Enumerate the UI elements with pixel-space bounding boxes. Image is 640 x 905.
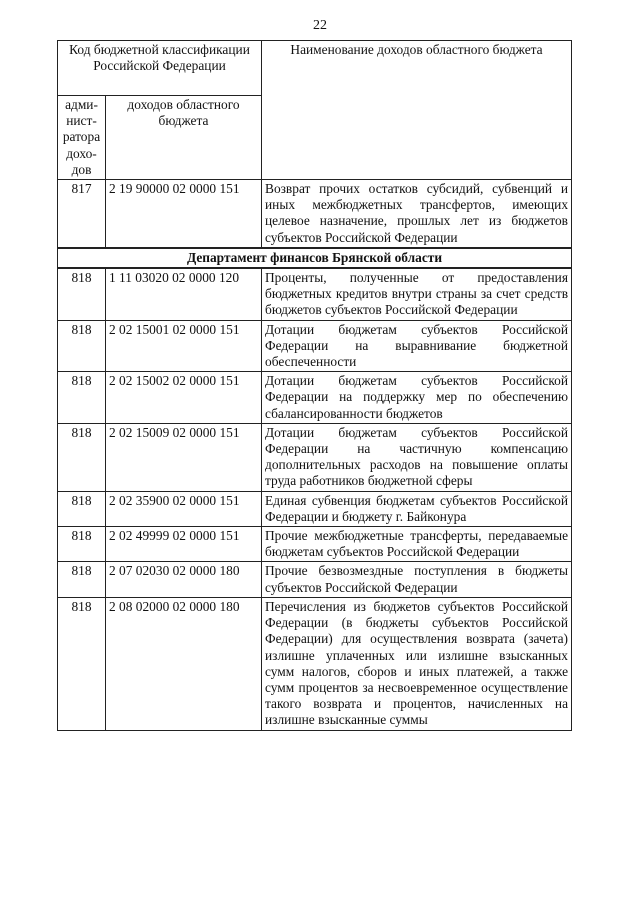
admin-code-cell: 818 xyxy=(58,320,106,372)
revenue-name-cell: Возврат прочих остатков субсидий, субвенций и иных межбюджетных трансфертов, имеющих целевое назначение, прошлых лет из бюджетов субъектов Российской Федерации xyxy=(262,180,572,248)
revenue-name-cell: Дотации бюджетам субъектов Российской Федерации на поддержку мер по обеспечению сбалансированности бюджетов xyxy=(262,372,572,424)
admin-code-cell: 818 xyxy=(58,491,106,526)
table-row xyxy=(58,491,572,526)
header-classification-group: Код бюджетной классификации Российской Федерации xyxy=(58,41,262,96)
header-administrator: адми-нист-ратора дохо-дов xyxy=(58,96,106,180)
budget-code-cell: 1 11 03020 02 0000 120 xyxy=(106,268,262,320)
department-title: Департамент финансов Брянской области xyxy=(58,248,572,268)
revenue-name-cell: Прочие безвозмездные поступления в бюджеты субъектов Российской Федерации xyxy=(262,562,572,597)
budget-code-cell: 2 08 02000 02 0000 180 xyxy=(106,597,262,730)
table-row xyxy=(58,423,572,491)
budget-code-cell: 2 19 90000 02 0000 151 xyxy=(106,180,262,248)
table-row xyxy=(58,268,572,320)
header-revenue-name: Наименование доходов областного бюджета xyxy=(262,41,572,180)
revenue-classification-table xyxy=(57,40,572,731)
admin-code-cell: 818 xyxy=(58,372,106,424)
revenue-name-cell: Дотации бюджетам субъектов Российской Федерации на выравнивание бюджетной обеспеченности xyxy=(262,320,572,372)
table-row xyxy=(58,180,572,248)
admin-code-cell: 818 xyxy=(58,527,106,562)
revenue-name-cell: Перечисления из бюджетов субъектов Российской Федерации (в бюджеты субъектов Российской Федерации) для осуществления возврата (зачета) излишне уплаченных или излишне взысканных сумм налогов, сборов и иных платежей, а также сумм процентов за несвоевременное осуществление такого возврата и процентов, начисленных на излишне взысканные суммы xyxy=(262,597,572,730)
budget-code-cell: 2 02 15009 02 0000 151 xyxy=(106,423,262,491)
page-number: 22 xyxy=(313,18,327,33)
admin-code-cell: 818 xyxy=(58,268,106,320)
table-row xyxy=(58,320,572,372)
header-regional-revenue: доходов областного бюджета xyxy=(106,96,262,180)
budget-code-cell: 2 02 15002 02 0000 151 xyxy=(106,372,262,424)
revenue-name-cell: Дотации бюджетам субъектов Российской Федерации на частичную компенсацию дополнительных расходов на повышение оплаты труда работников бюджетной сферы xyxy=(262,423,572,491)
budget-code-cell: 2 02 15001 02 0000 151 xyxy=(106,320,262,372)
revenue-name-cell: Проценты, полученные от предоставления бюджетных кредитов внутри страны за счет средств бюджетов субъектов Российской Федерации xyxy=(262,268,572,320)
table-row xyxy=(58,597,572,730)
admin-code-cell: 818 xyxy=(58,597,106,730)
admin-code-cell: 818 xyxy=(58,562,106,597)
table-row xyxy=(58,527,572,562)
revenue-name-cell: Единая субвенция бюджетам субъектов Российской Федерации и бюджету г. Байконура xyxy=(262,491,572,526)
admin-code-cell: 817 xyxy=(58,180,106,248)
table-row xyxy=(58,372,572,424)
department-row xyxy=(58,248,572,268)
revenue-name-cell: Прочие межбюджетные трансферты, передаваемые бюджетам субъектов Российской Федерации xyxy=(262,527,572,562)
budget-code-cell: 2 02 49999 02 0000 151 xyxy=(106,527,262,562)
table-row xyxy=(58,562,572,597)
admin-code-cell: 818 xyxy=(58,423,106,491)
budget-code-cell: 2 07 02030 02 0000 180 xyxy=(106,562,262,597)
budget-code-cell: 2 02 35900 02 0000 151 xyxy=(106,491,262,526)
